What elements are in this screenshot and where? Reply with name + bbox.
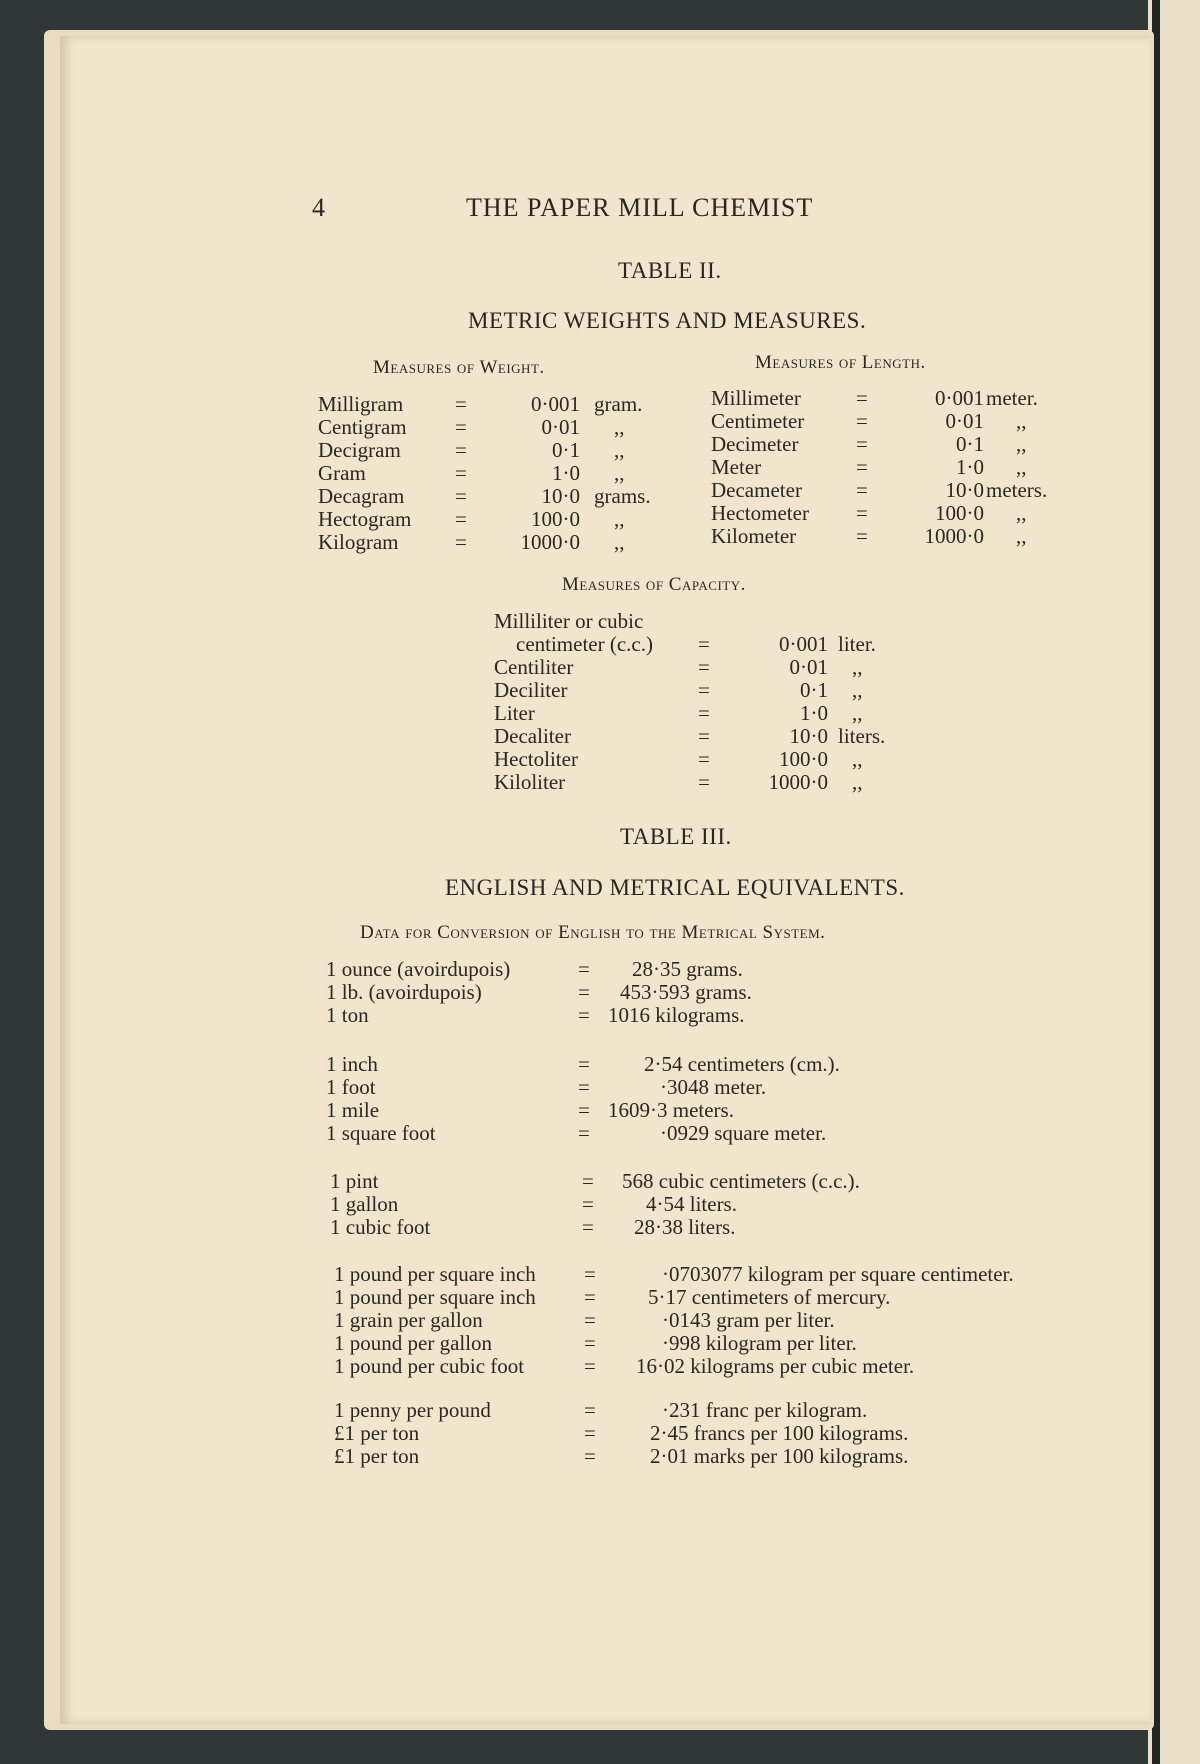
table-ii-subtitle: METRIC WEIGHTS AND MEASURES.	[468, 308, 867, 333]
conversion-value: 16·02 kilograms per cubic meter.	[636, 1354, 915, 1378]
length-equals	[856, 387, 868, 548]
equals-sign: =	[584, 1285, 596, 1309]
weight-unit: ,,	[614, 461, 625, 485]
weight-value: 10·0	[541, 484, 580, 508]
equals-sign: =	[578, 1098, 590, 1122]
capacity-names	[494, 610, 653, 794]
equals-sign: =	[455, 507, 467, 531]
equals-sign: =	[698, 724, 710, 748]
weight-unit: gram.	[594, 392, 643, 416]
equals-sign: =	[455, 530, 467, 554]
equals-sign: =	[578, 1121, 590, 1145]
equals-sign: =	[455, 392, 467, 416]
conversion-name: 1 pound per square inch	[334, 1285, 536, 1309]
capacity-name: Kiloliter	[494, 770, 566, 794]
conversion-value: 28·35 grams.	[632, 957, 743, 981]
weight-values	[480, 393, 580, 554]
conversion-name: £1 per ton	[334, 1421, 420, 1445]
conversion-values	[650, 1399, 908, 1468]
equals-sign: =	[584, 1308, 596, 1332]
conversion-values	[636, 1263, 1014, 1378]
capacity-value: 100·0	[779, 747, 828, 771]
page-number: 4	[312, 193, 326, 222]
conversion-name: £1 per ton	[334, 1444, 420, 1468]
length-unit: meters.	[986, 478, 1048, 502]
equals-sign: =	[698, 632, 710, 656]
capacity-value: 0·01	[789, 655, 828, 679]
conversion-name: 1 inch	[326, 1052, 378, 1076]
conversion-name: 1 grain per gallon	[334, 1308, 483, 1332]
weight-names	[318, 393, 411, 554]
equals-sign: =	[455, 415, 467, 439]
conversion-name: 1 pound per square inch	[334, 1262, 536, 1286]
conversion-value: 4·54 liters.	[646, 1192, 737, 1216]
length-value: 1·0	[956, 455, 984, 479]
capacity-value: 1000·0	[768, 770, 828, 794]
length-unit: ,,	[1016, 501, 1027, 525]
conversion-name: 1 cubic foot	[330, 1215, 431, 1239]
conversion-equals	[584, 1399, 596, 1468]
equals-sign: =	[455, 484, 467, 508]
conversion-value: 28·38 liters.	[634, 1215, 736, 1239]
conversion-value: ·0929 square meter.	[660, 1121, 827, 1145]
weight-name: Milligram	[318, 392, 404, 416]
equals-sign: =	[856, 386, 868, 410]
conversion-value: 1609·3 meters.	[608, 1098, 734, 1122]
conversion-name: 1 pound per cubic foot	[334, 1354, 525, 1378]
capacity-name: Centiliter	[494, 655, 574, 679]
conversion-equals	[582, 1170, 594, 1239]
equals-sign: =	[856, 455, 868, 479]
equals-sign	[698, 610, 710, 633]
capacity-name: Milliliter or cubic	[494, 609, 644, 633]
conversion-group-pressure-density	[334, 1263, 536, 1378]
conversion-name: 1 pound per gallon	[334, 1331, 493, 1355]
conversion-group-mass	[326, 958, 510, 1027]
weight-units	[594, 393, 651, 554]
conversion-value: 2·01 marks per 100 kilograms.	[650, 1444, 909, 1468]
length-name: Decimeter	[711, 432, 799, 456]
length-units	[986, 387, 1047, 548]
conversion-value: 1016 kilograms.	[608, 1003, 745, 1027]
equals-sign: =	[578, 1003, 590, 1027]
weight-value: 0·01	[541, 415, 580, 439]
length-name: Hectometer	[711, 501, 809, 525]
conversion-name: 1 ton	[326, 1003, 369, 1027]
length-names	[711, 387, 809, 548]
equals-sign: =	[578, 1075, 590, 1099]
equals-sign: =	[698, 655, 710, 679]
capacity-unit: ,,	[852, 701, 863, 725]
capacity-name: centimeter (c.c.)	[516, 632, 653, 656]
conversion-value: ·0143 gram per liter.	[662, 1308, 835, 1332]
capacity-values	[726, 610, 828, 794]
equals-sign: =	[582, 1215, 594, 1239]
equals-sign: =	[578, 1052, 590, 1076]
capacity-name: Hectoliter	[494, 747, 578, 771]
capacity-unit: ,,	[852, 678, 863, 702]
conversion-name: 1 foot	[326, 1075, 376, 1099]
conversion-value: 453·593 grams.	[620, 980, 752, 1004]
conversion-name: 1 ounce (avoirdupois)	[326, 957, 511, 981]
conversion-name: 1 penny per pound	[334, 1398, 491, 1422]
length-value: 0·01	[945, 409, 984, 433]
equals-sign: =	[578, 957, 590, 981]
length-unit: ,,	[1016, 409, 1027, 433]
weight-value: 0·001	[531, 392, 580, 416]
capacity-unit: liters.	[838, 724, 886, 748]
weight-unit: ,,	[614, 507, 625, 531]
capacity-heading: Measures of Capacity.	[562, 574, 746, 595]
capacity-value: 0·1	[800, 678, 828, 702]
conversion-name: 1 gallon	[330, 1192, 399, 1216]
capacity-name: Liter	[494, 701, 535, 725]
length-name: Decameter	[711, 478, 802, 502]
equals-sign: =	[584, 1444, 596, 1468]
capacity-unit: ,,	[852, 770, 863, 794]
equals-sign: =	[584, 1262, 596, 1286]
weight-unit: ,,	[614, 530, 625, 554]
conversion-value: 5·17 centimeters of mercury.	[648, 1285, 891, 1309]
equals-sign: =	[698, 770, 710, 794]
table-ii-title: TABLE II.	[618, 258, 722, 283]
table-iii-subtitle: ENGLISH AND METRICAL EQUIVALENTS.	[445, 875, 905, 900]
weight-name: Gram	[318, 461, 366, 485]
weight-value: 0·1	[552, 438, 580, 462]
capacity-name: Decaliter	[494, 724, 571, 748]
weight-unit: ,,	[614, 438, 625, 462]
capacity-unit: ,,	[852, 655, 863, 679]
conversion-equals	[578, 958, 590, 1027]
equals-sign: =	[856, 524, 868, 548]
equals-sign: =	[455, 461, 467, 485]
equals-sign: =	[455, 438, 467, 462]
conversion-equals	[578, 1053, 590, 1145]
capacity-unit: liter.	[838, 632, 876, 656]
capacity-value: 10·0	[789, 724, 828, 748]
capacity-name: Deciliter	[494, 678, 568, 702]
length-value: 100·0	[935, 501, 984, 525]
conversion-name: 1 lb. (avoirdupois)	[326, 980, 482, 1004]
weight-name: Decagram	[318, 484, 405, 508]
conversion-value: ·3048 meter.	[660, 1075, 767, 1099]
weight-value: 100·0	[531, 507, 580, 531]
weight-name: Kilogram	[318, 530, 399, 554]
weight-name: Hectogram	[318, 507, 412, 531]
conversion-value: 2·54 centimeters (cm.).	[644, 1052, 840, 1076]
table-iii-title: TABLE III.	[620, 824, 732, 849]
length-value: 0·1	[956, 432, 984, 456]
conversion-values	[608, 958, 752, 1027]
weight-unit: grams.	[594, 484, 651, 508]
conversion-name: 1 mile	[326, 1098, 380, 1122]
equals-sign: =	[856, 432, 868, 456]
conversion-value: 2·45 francs per 100 kilograms.	[650, 1421, 909, 1445]
equals-sign: =	[698, 678, 710, 702]
conversion-equals	[584, 1263, 596, 1378]
weight-unit: ,,	[614, 415, 625, 439]
conversion-value: 568 cubic centimeters (c.c.).	[622, 1169, 860, 1193]
length-value: 10·0	[945, 478, 984, 502]
equals-sign: =	[584, 1421, 596, 1445]
length-unit: meter.	[986, 386, 1038, 410]
equals-sign: =	[584, 1331, 596, 1355]
weight-name: Centigram	[318, 415, 407, 439]
length-heading: Measures of Length.	[755, 352, 926, 373]
length-value: 0·001	[935, 386, 984, 410]
conversion-name: 1 square foot	[326, 1121, 436, 1145]
conversion-values	[608, 1053, 840, 1145]
conversion-group-volume	[330, 1170, 430, 1239]
conversion-group-currency	[334, 1399, 491, 1468]
conversion-value: ·231 franc per kilogram.	[662, 1398, 868, 1422]
equals-sign: =	[856, 409, 868, 433]
equals-sign: =	[584, 1398, 596, 1422]
capacity-unit	[838, 610, 885, 633]
weight-equals	[455, 393, 467, 554]
capacity-units	[838, 610, 885, 794]
equals-sign: =	[578, 980, 590, 1004]
equals-sign: =	[856, 501, 868, 525]
capacity-unit: ,,	[852, 747, 863, 771]
running-title: THE PAPER MILL CHEMIST	[466, 193, 814, 222]
equals-sign: =	[698, 701, 710, 725]
length-values	[880, 387, 984, 548]
weight-value: 1000·0	[520, 530, 580, 554]
conversion-value: ·0703077 kilogram per square centimeter.	[662, 1262, 1014, 1286]
capacity-value: 1·0	[800, 701, 828, 725]
equals-sign: =	[582, 1192, 594, 1216]
length-name: Centimeter	[711, 409, 805, 433]
conversion-group-length	[326, 1053, 436, 1145]
equals-sign: =	[582, 1169, 594, 1193]
conversion-heading: Data for Conversion of English to the Metrical System.	[360, 922, 826, 943]
capacity-value	[726, 610, 828, 633]
length-unit: ,,	[1016, 455, 1027, 479]
conversion-name: 1 pint	[330, 1169, 379, 1193]
weight-value: 1·0	[552, 461, 580, 485]
weight-heading: Measures of Weight.	[373, 357, 545, 378]
capacity-equals	[698, 610, 710, 794]
conversion-value: ·998 kilogram per liter.	[662, 1331, 857, 1355]
equals-sign: =	[698, 747, 710, 771]
weight-name: Decigram	[318, 438, 401, 462]
length-value: 1000·0	[924, 524, 984, 548]
length-name: Meter	[711, 455, 762, 479]
conversion-values	[622, 1170, 860, 1239]
equals-sign: =	[584, 1354, 596, 1378]
length-unit: ,,	[1016, 524, 1027, 548]
length-name: Kilometer	[711, 524, 797, 548]
length-unit: ,,	[1016, 432, 1027, 456]
equals-sign: =	[856, 478, 868, 502]
length-name: Millimeter	[711, 386, 801, 410]
capacity-value: 0·001	[779, 632, 828, 656]
